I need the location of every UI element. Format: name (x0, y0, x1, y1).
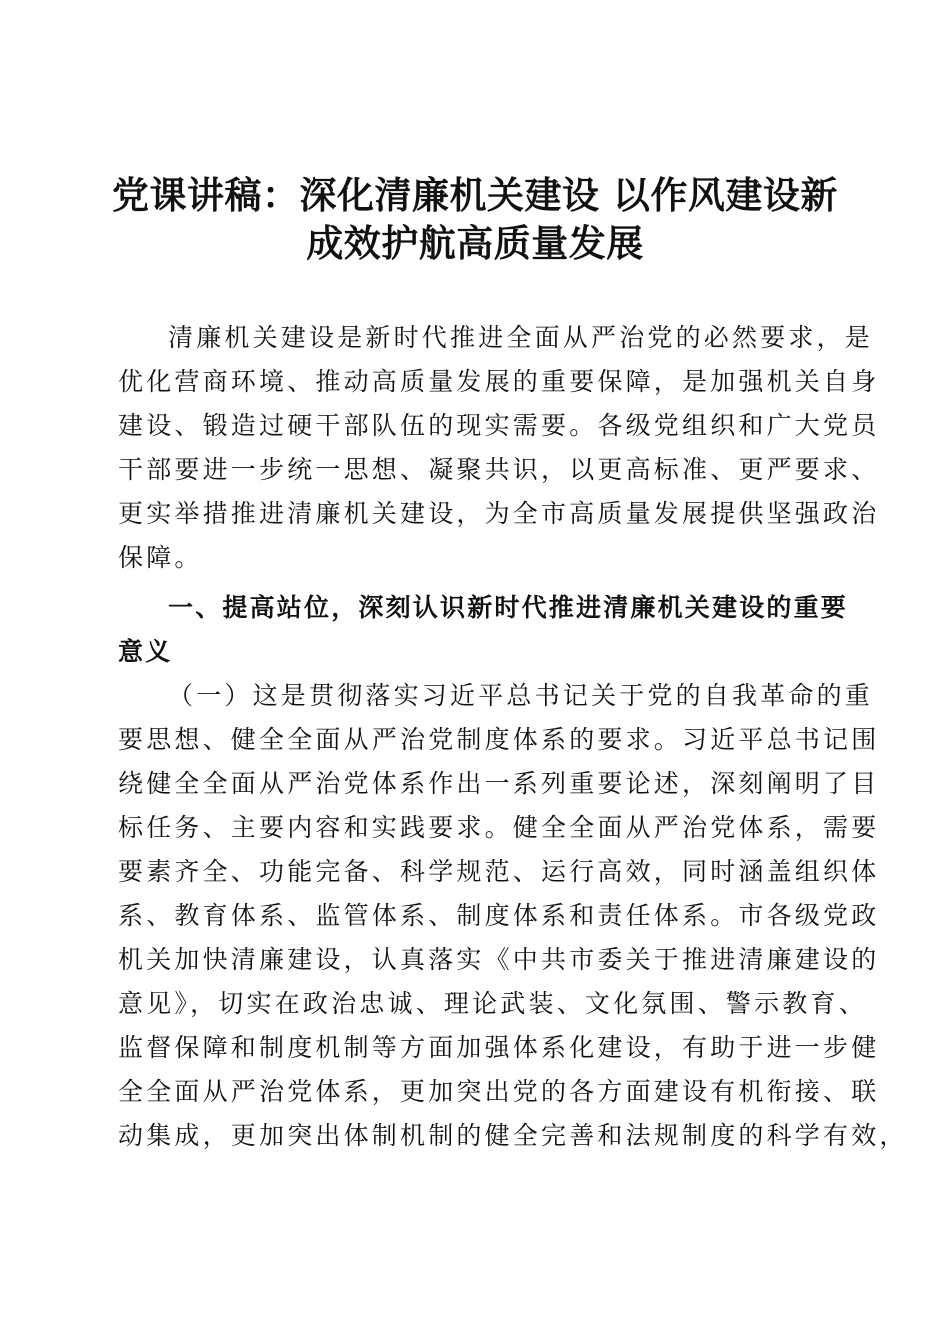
section-heading (118, 586, 849, 674)
paragraph-line: 监督保障和制度机制等方面加强体系化建设，有助于进一步健 (118, 1033, 880, 1062)
paragraph-line: 要素齐全、功能完备、科学规范、运行高效，同时涵盖组织体 (118, 857, 880, 886)
paragraph-line: 更实举措推进清廉机关建设，为全市高质量发展提供坚强政治 (118, 499, 880, 528)
paragraph-line: 建设、锻造过硬干部队伍的现实需要。各级党组织和广大党员 (118, 411, 880, 440)
heading-line: 意义 (118, 637, 173, 666)
paragraph-line: 要思想、健全全面从严治党制度体系的要求。习近平总书记围 (118, 725, 880, 754)
paragraph-line: 绕健全全面从严治党体系作出一系列重要论述，深刻阐明了目 (118, 769, 880, 798)
paragraph-line: 机关加快清廉建设，认真落实《中共市委关于推进清廉建设的 (118, 945, 880, 974)
paragraph-line: 保障。 (118, 543, 203, 572)
paragraph-line: 意见》，切实在政治忠诚、理论武装、文化氛围、警示教育、 (118, 989, 867, 1018)
document-title (100, 172, 850, 268)
subsection-paragraph (118, 674, 908, 1158)
paragraph-line: （一）这是贯彻落实习近平总书记关于党的自我革命的重 (168, 681, 874, 710)
intro-paragraph (118, 316, 880, 580)
paragraph-line: 动集成，更加突出体制机制的健全完善和法规制度的科学有效， (118, 1121, 908, 1150)
title-line-2: 成效护航高质量发展 (306, 222, 644, 265)
paragraph-line: 标任务、主要内容和实践要求。健全全面从严治党体系，需要 (118, 813, 880, 842)
heading-line: 一、提高站位，深刻认识新时代推进清廉机关建设的重要 (168, 593, 849, 622)
paragraph-line: 优化营商环境、推动高质量发展的重要保障，是加强机关自身 (118, 367, 880, 396)
paragraph-line: 清廉机关建设是新时代推进全面从严治党的必然要求，是 (168, 323, 874, 352)
paragraph-line: 干部要进一步统一思想、凝聚共识，以更高标准、更严要求、 (118, 455, 880, 484)
title-line-1: 党课讲稿：深化清廉机关建设 以作风建设新 (112, 174, 838, 217)
paragraph-line: 系、教育体系、监管体系、制度体系和责任体系。市各级党政 (118, 901, 880, 930)
paragraph-line: 全全面从严治党体系，更加突出党的各方面建设有机衔接、联 (118, 1077, 880, 1106)
